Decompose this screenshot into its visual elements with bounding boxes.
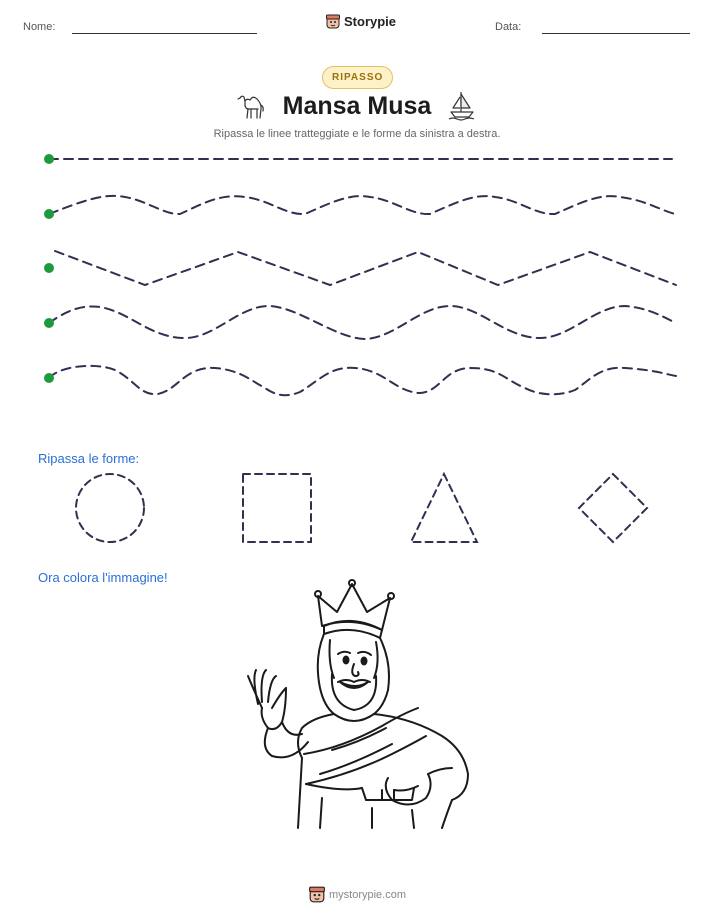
storypie-logo-icon (326, 14, 340, 29)
review-badge: RIPASSO (322, 66, 393, 89)
tracing-line-loop-wave (49, 366, 676, 395)
start-dot-icon (44, 154, 54, 164)
tracing-shapes (0, 465, 714, 555)
brand-logo (326, 14, 396, 29)
footer-site: mystorypie.com (329, 888, 407, 901)
tracing-line-gentle-wave (49, 196, 675, 214)
shapes-heading: Ripassa le forme: (38, 451, 140, 466)
tracing-line-zigzag (55, 251, 676, 285)
instructions: Ripassa le linee tratteggiate e le forme da sinistra a destra. (213, 128, 501, 140)
coloring-heading: Ora colora l'immagine! (38, 570, 168, 585)
page-title: Mansa Musa (282, 92, 432, 120)
brand-name: Storypie (344, 14, 397, 29)
shape-square (243, 474, 311, 542)
storypie-logo-icon (309, 886, 325, 903)
tracing-line-big-wave (49, 306, 676, 339)
camel-icon (236, 92, 268, 120)
date-line (542, 33, 690, 34)
ship-icon (448, 90, 476, 120)
shape-triangle (411, 474, 477, 542)
start-dot-icon (44, 318, 54, 328)
king-coloring-image (242, 578, 472, 830)
start-dot-icon (44, 209, 54, 219)
shape-circle (76, 474, 144, 542)
name-line (72, 33, 257, 34)
start-dot-icon (44, 263, 54, 273)
shape-diamond (579, 474, 647, 542)
tracing-lines (0, 140, 714, 400)
name-label: Nome: (23, 21, 56, 33)
date-label: Data: (495, 21, 522, 33)
footer (309, 886, 406, 903)
start-dot-icon (44, 373, 54, 383)
